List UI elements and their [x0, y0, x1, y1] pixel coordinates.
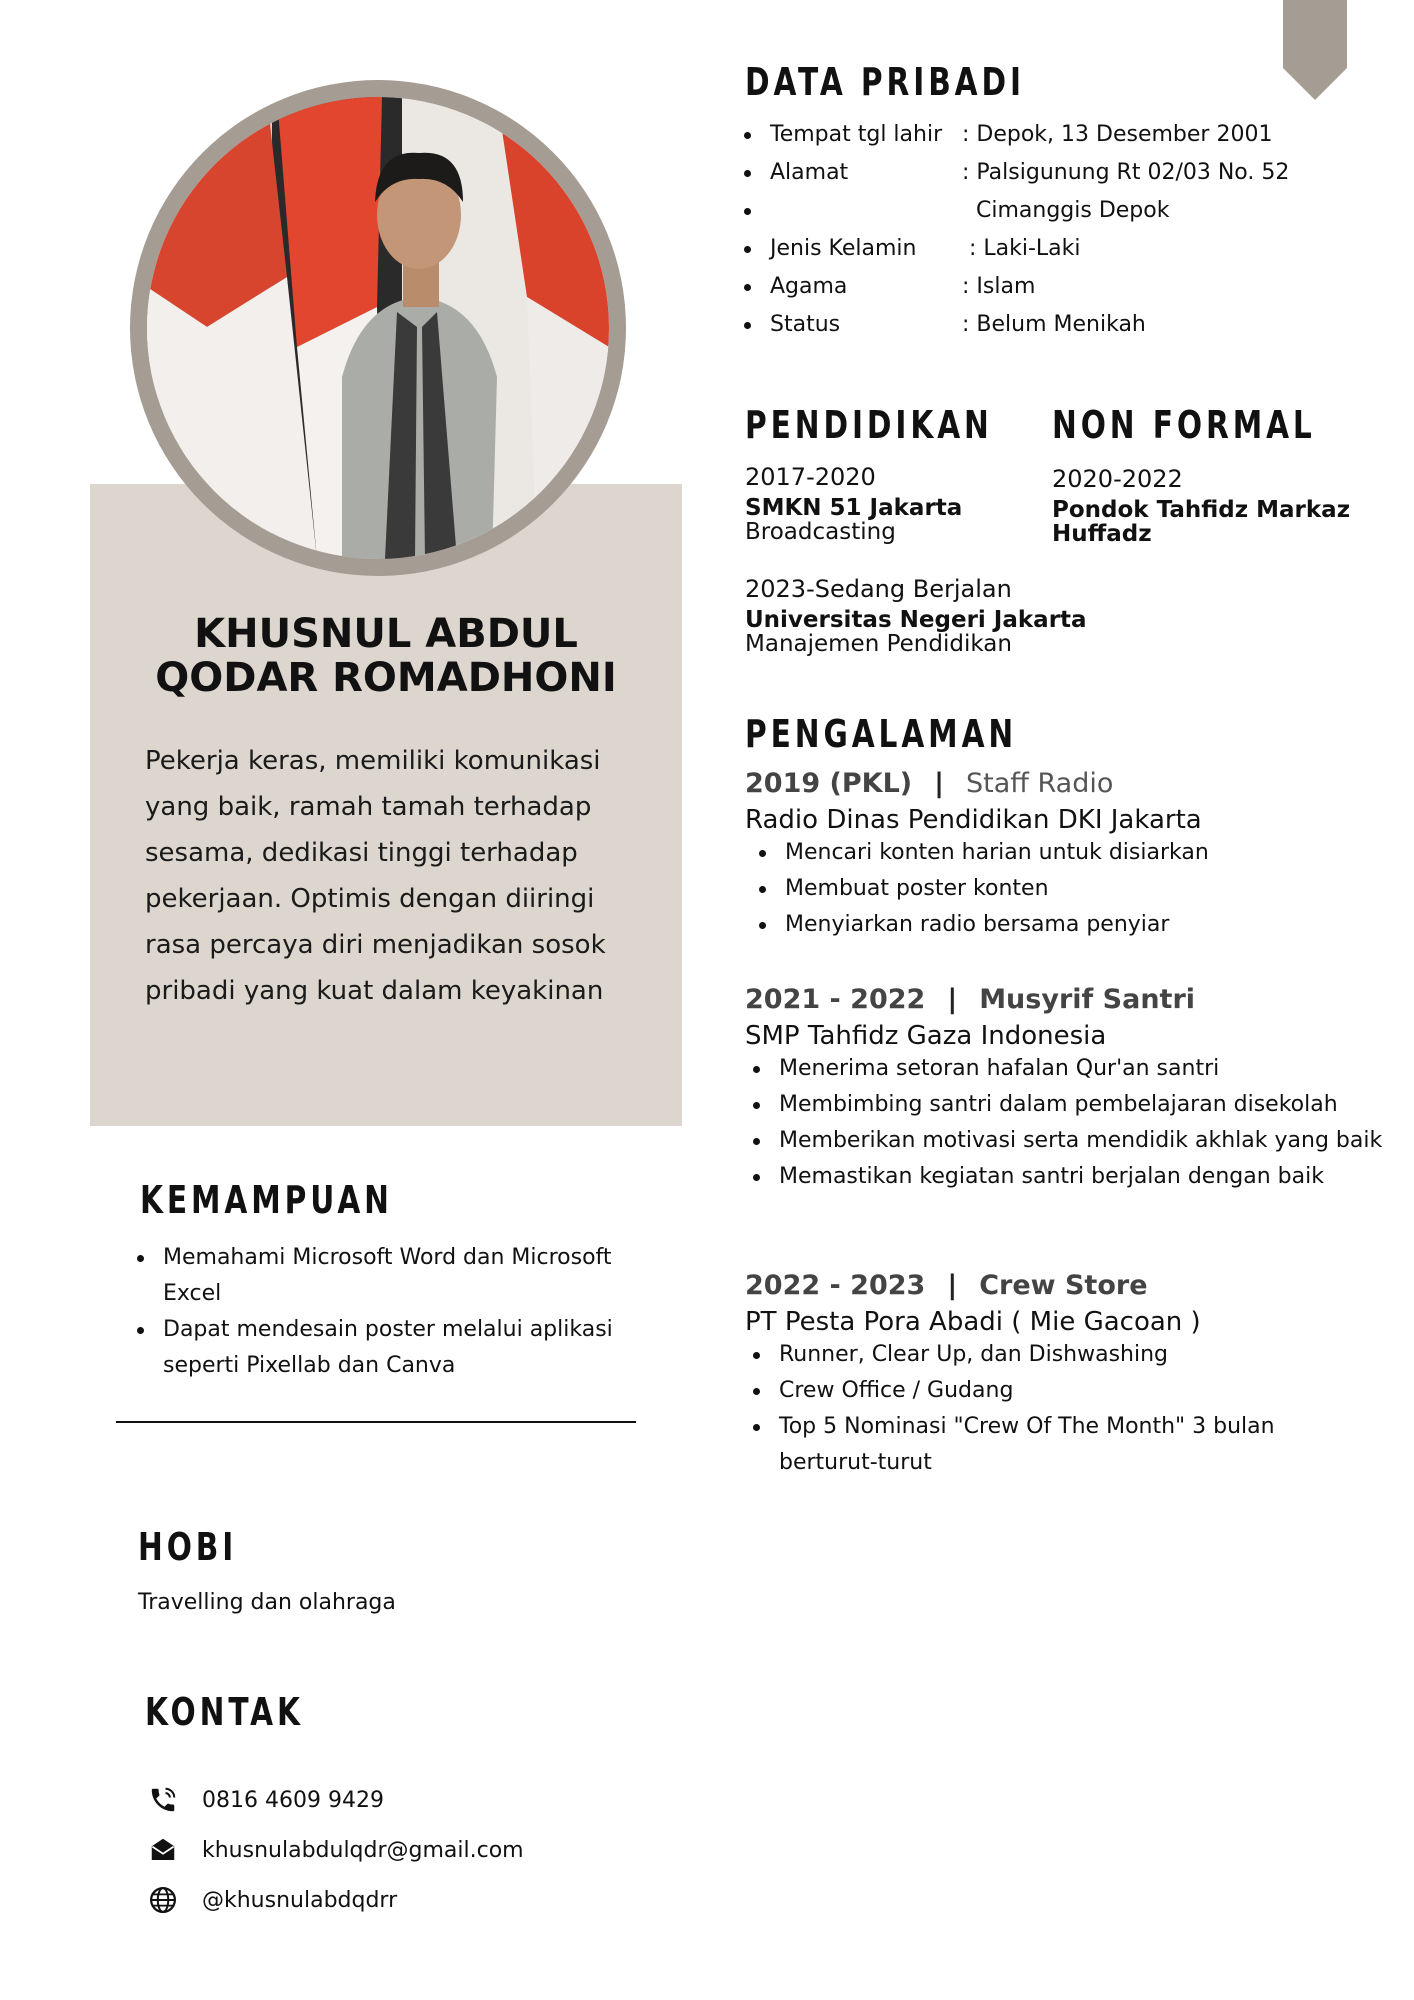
list-item: Menyiarkan radio bersama penyiar: [755, 907, 1395, 943]
duties-list: [749, 1337, 1309, 1481]
globe-icon: [148, 1885, 178, 1915]
field-label: Agama: [770, 274, 848, 299]
duties-list: [755, 835, 1395, 943]
personal-heading: DATA PRIBADI: [745, 60, 1025, 104]
education-entry: [745, 574, 1087, 656]
experience-role: Crew Store: [979, 1270, 1148, 1301]
list-item: Runner, Clear Up, dan Dishwashing: [749, 1337, 1309, 1373]
experience-role: Staff Radio: [966, 768, 1114, 799]
experience-org: PT Pesta Pora Abadi ( Mie Gacoan ): [745, 1307, 1201, 1337]
field-label: Jenis Kelamin: [770, 236, 917, 261]
profile-summary: Pekerja keras, memiliki komunikasi yang baik, ramah tamah terhadap sesama, dedikasi tinggi terhadap pekerjaan. Optimis dengan diiringi rasa percaya diri menjadikan sosok pribadi yang kuat dalam keyakinan: [145, 746, 606, 1006]
education-year: 2017-2020: [745, 463, 876, 491]
experience-entry: [745, 1270, 1395, 1481]
name-line-2: QODAR ROMADHONI: [155, 655, 617, 701]
education-major: Manajemen Pendidikan: [745, 631, 1012, 657]
list-item: [740, 306, 1380, 344]
list-item: [740, 230, 1380, 268]
list-item: [740, 154, 1380, 192]
nonformal-heading: NON FORMAL: [1052, 403, 1316, 447]
field-value: : Palsigunung Rt 02/03 No. 52: [962, 160, 1290, 185]
field-value: : Depok, 13 Desember 2001: [962, 122, 1273, 147]
experience-period: 2021 - 2022: [745, 984, 926, 1015]
list-item: Dapat mendesain poster melalui aplikasi seperti Pixellab dan Canva: [133, 1312, 613, 1384]
education-entry: [745, 462, 962, 544]
profile-photo: [147, 97, 609, 559]
experience-period: 2022 - 2023: [745, 1270, 926, 1301]
field-label: Tempat tgl lahir: [770, 122, 943, 147]
field-value: : Belum Menikah: [962, 312, 1146, 337]
list-item: Top 5 Nominasi "Crew Of The Month" 3 bulan berturut-turut: [749, 1409, 1309, 1481]
contact-social: [148, 1882, 397, 1918]
envelope-icon: [148, 1835, 178, 1865]
experience-role: Musyrif Santri: [979, 984, 1196, 1015]
list-item: [740, 192, 1380, 230]
bookmark-ribbon: [1283, 0, 1347, 100]
experience-entry: [745, 768, 1395, 943]
education-institution: Universitas Negeri Jakarta: [745, 607, 1087, 633]
separator: |: [947, 1270, 958, 1301]
field-value: : Islam: [962, 274, 1036, 299]
nonformal-institution-line2: Huffadz: [1052, 521, 1152, 547]
education-institution: SMKN 51 Jakarta: [745, 495, 963, 521]
candidate-name: [90, 612, 682, 700]
experience-org: SMP Tahfidz Gaza Indonesia: [745, 1021, 1107, 1051]
name-line-1: KHUSNUL ABDUL: [194, 611, 578, 657]
experience-header: [745, 768, 1395, 799]
list-item: Crew Office / Gudang: [749, 1373, 1309, 1409]
list-item: [740, 116, 1380, 154]
personal-list: [740, 116, 1380, 344]
experience-period: 2019 (PKL): [745, 768, 913, 799]
separator: |: [934, 768, 945, 799]
education-year: 2023-Sedang Berjalan: [745, 575, 1012, 603]
field-value: : Laki-Laki: [962, 236, 1081, 261]
skills-list: [133, 1240, 613, 1384]
field-label: Status: [770, 312, 841, 337]
list-item: [740, 268, 1380, 306]
contact-email: [148, 1832, 524, 1868]
separator: |: [947, 984, 958, 1015]
email-address[interactable]: khusnulabdulqdr@gmail.com: [202, 1837, 524, 1863]
hobby-text: Travelling dan olahraga: [138, 1590, 396, 1615]
list-item: Memahami Microsoft Word dan Microsoft Excel: [133, 1240, 613, 1312]
experience-header: [745, 984, 1395, 1015]
contact-phone: [148, 1782, 384, 1818]
nonformal-year: 2020-2022: [1052, 465, 1183, 493]
list-item: Membimbing santri dalam pembelajaran disekolah: [749, 1087, 1389, 1123]
experience-entry: [745, 984, 1395, 1195]
social-handle[interactable]: @khusnulabdqdrr: [202, 1887, 398, 1913]
experience-heading: PENGALAMAN: [745, 712, 1018, 756]
skills-heading: KEMAMPUAN: [140, 1178, 393, 1222]
field-value: Cimanggis Depok: [962, 198, 1170, 223]
phone-number[interactable]: 0816 4609 9429: [202, 1787, 384, 1813]
education-heading: PENDIDIKAN: [745, 403, 993, 447]
experience-header: [745, 1270, 1395, 1301]
list-item: Mencari konten harian untuk disiarkan: [755, 835, 1395, 871]
nonformal-institution-line1: Pondok Tahfidz Markaz: [1052, 497, 1351, 523]
hobby-heading: HOBI: [138, 1525, 238, 1569]
list-item: Menerima setoran hafalan Qur'an santri: [749, 1051, 1389, 1087]
section-divider: [116, 1421, 636, 1423]
experience-org: Radio Dinas Pendidikan DKI Jakarta: [745, 805, 1202, 835]
duties-list: [749, 1051, 1389, 1195]
list-item: Membuat poster konten: [755, 871, 1395, 907]
education-major: Broadcasting: [745, 519, 896, 545]
phone-icon: [148, 1785, 178, 1815]
field-label: Alamat: [770, 160, 849, 185]
nonformal-entry: [1052, 464, 1350, 546]
list-item: Memberikan motivasi serta mendidik akhlak yang baik: [749, 1123, 1389, 1159]
list-item: Memastikan kegiatan santri berjalan dengan baik: [749, 1159, 1389, 1195]
contact-heading: KONTAK: [145, 1690, 304, 1734]
